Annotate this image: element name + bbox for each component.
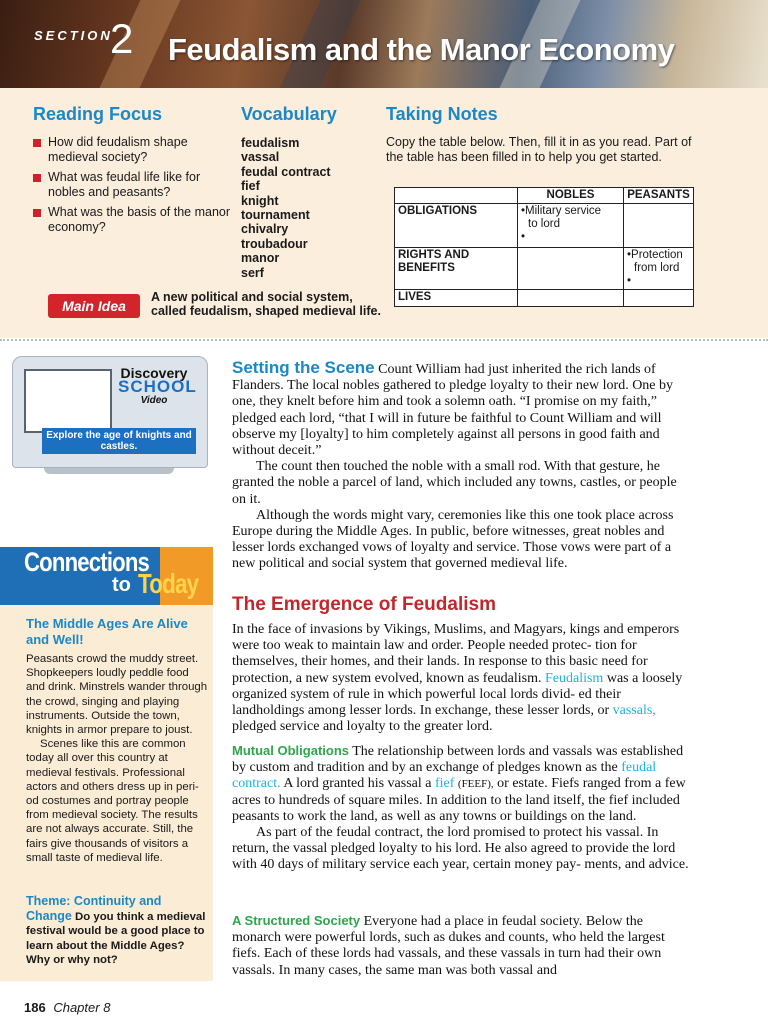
banner-to: to <box>112 574 131 596</box>
table-header-peasants: PEASANTS <box>624 188 694 204</box>
body-text: A lord granted his vassal a <box>283 776 432 792</box>
vocab-term: chivalry <box>241 222 289 237</box>
vocab-term: troubadour <box>241 236 308 251</box>
reading-focus-list <box>33 135 233 240</box>
body-text: The relationship between lords and vassals was established by custom and tradition and by an exchange of pledges known as the <box>232 744 684 776</box>
monitor-stand <box>44 468 174 474</box>
vocab-term: feudalism <box>241 136 300 150</box>
cell-line: from lord <box>634 262 680 274</box>
scene-paragraph: Count William had just inherited the rich lands of Flanders. The local nobles gathered to pledge loyalty to their new lord. One by one, they knelt before him and took a solemn oath. “I promise on my faith,” pledged each lord, “that I will in future be faithful to Count William and will observe my [loyalty] to him completely against all persons in good faith and without deceit.” <box>232 362 674 459</box>
taking-notes-instructions: Copy the table below. Then, fill it in as you read. Part of the table has been filled in to help you get started. <box>386 135 692 164</box>
reading-focus-item: What was the basis of the manor economy? <box>33 205 233 234</box>
table-cell <box>518 204 624 248</box>
reading-focus-item: How did feudalism shape medieval society? <box>33 135 233 164</box>
cell-line: • <box>521 231 526 243</box>
vocab-term: fief <box>241 179 260 194</box>
page-number: 186 <box>24 1000 46 1015</box>
scene-heading: Setting the Scene <box>232 358 375 377</box>
body-text: In the face of invasions by Vikings, Muslims, and Magyars, kings and emperors were too weak to maintain law and order. People needed protec- tion for themselves, their homes, and their lands. In response to this basic need for protection, a new system evolved, known as feudalism. <box>232 622 680 686</box>
reading-focus-heading: Reading Focus <box>33 104 163 124</box>
main-idea-text: A new political and social system, called feudalism, shaped medieval life. <box>151 290 381 318</box>
page-footer <box>24 1000 110 1015</box>
discovery-school-logo <box>118 365 197 408</box>
vocab-link-feudal-contract[interactable]: feudal contract. <box>232 760 657 792</box>
body-text: Everyone had a place in feudal society. Below the monarch were powerful lords, such as dukes and counts, who held the largest fiefs. Each of these lords had vassals, and these vassals in turn had their own vassals. In many cases, the same man was both vassal and <box>232 914 665 978</box>
vocabulary-list <box>241 136 331 280</box>
cell-line: to lord <box>528 218 560 230</box>
chapter-label: Chapter 8 <box>53 1000 111 1015</box>
vocab-term: tournament <box>241 208 310 223</box>
connections-heading: The Middle Ages Are Alive and Well! <box>26 616 188 647</box>
table-header-nobles: NOBLES <box>518 188 624 204</box>
vocab-term: serf <box>241 265 264 280</box>
logo-school: SCHOOL <box>118 377 197 396</box>
video-screen[interactable] <box>24 369 112 433</box>
notes-table <box>394 187 694 307</box>
dotted-divider <box>0 339 768 341</box>
vocab-term: vassal <box>241 150 280 165</box>
row-label-obligations: OBLIGATIONS <box>395 204 518 248</box>
vocab-link-fief[interactable]: fief <box>434 776 455 792</box>
emergence-heading: The Emergence of Feudalism <box>232 594 496 615</box>
taking-notes-heading: Taking Notes <box>386 104 498 124</box>
vocab-term: manor <box>241 251 280 266</box>
body-text: was a loosely organized system of rule in which powerful local lords divid- ed their landholdings among lesser lords. In exchange, these lesser lords, or <box>232 670 683 719</box>
page-title: Feudalism and the Manor Economy <box>168 32 675 67</box>
vocab-link-vassals[interactable]: vassals, <box>612 703 656 719</box>
structured-heading: A Structured Society <box>232 913 361 928</box>
vocab-term: feudal contract <box>241 164 331 179</box>
setting-the-scene <box>232 358 694 573</box>
vocab-term: knight <box>241 193 279 208</box>
body-text: pledged service and loyalty to the greater lord. <box>232 719 493 735</box>
connections-body <box>26 652 208 865</box>
banner-today: Today <box>138 568 199 599</box>
banner-connections: Connections <box>24 547 150 577</box>
row-label-lives: LIVES <box>395 290 518 307</box>
table-cell <box>518 248 624 290</box>
scene-paragraph: The count then touched the noble with a small rod. With that gesture, he granted the noble a parcel of land, which included any towns, castles, or people on it. <box>232 459 677 507</box>
section-label: SECTION <box>34 28 113 43</box>
table-cell <box>624 248 694 290</box>
connections-theme <box>26 894 208 967</box>
cell-line: • <box>627 275 632 287</box>
main-idea-badge: Main Idea <box>48 294 140 318</box>
logo-discovery: Discovery <box>120 365 188 381</box>
row-label-rights: RIGHTS AND BENEFITS <box>395 248 518 290</box>
reading-focus-item: What was feudal life like for nobles and peasants? <box>33 170 233 199</box>
table-row <box>395 290 694 307</box>
table-row <box>395 188 694 204</box>
pronunciation: (FEEF), <box>457 778 494 791</box>
section-number: 2 <box>110 15 134 62</box>
table-row <box>395 204 694 248</box>
theme-label: Theme: Continuity and Change <box>26 894 162 924</box>
body-paragraph: As part of the feudal contract, the lord promised to protect his vassal. In return, the vassal pledged loyalty to his lord. He also agreed to provide the lord with 40 days of military service each year, certain money pay- ments, and advice. <box>232 825 689 873</box>
table-cell <box>624 204 694 248</box>
vocabulary-heading: Vocabulary <box>241 104 337 124</box>
emergence-body <box>232 622 694 735</box>
structured-society <box>232 913 694 979</box>
connections-paragraph: Peasants crowd the muddy street. Shopkeepers loudly peddle food and drink. Minstrels wander through the crowd, singing and playing instruments. Outside the town, knights in armor prepare to joust. <box>26 653 208 737</box>
table-cell <box>395 188 518 204</box>
vocab-link-feudalism[interactable]: Feudalism <box>544 670 604 686</box>
table-cell <box>518 290 624 307</box>
cell-line: •Protection <box>627 249 683 261</box>
theme-question: Do you think a medieval festival would be a good place to learn about the Middle Ages? Why or why not? <box>26 911 206 966</box>
logo-video: Video <box>140 395 168 406</box>
video-caption[interactable]: Explore the age of knights and castles. <box>42 428 196 454</box>
mutual-heading: Mutual Obligations <box>232 743 349 758</box>
table-row <box>395 248 694 290</box>
table-cell <box>624 290 694 307</box>
mutual-obligations <box>232 743 694 874</box>
body-text: or estate. Fiefs ranged from a few acres to hundreds of square miles. In addition to the land itself, the fief included peasants to work the land, as well as any towns or buildings on the land. <box>232 776 686 824</box>
scene-paragraph: Although the words might vary, ceremonies like this one took place across Europe during the Middle Ages. In public, before witnesses, great nobles and lesser lords exchanged vows of loyalty and service. Those vows were part of a new political and social system that governed medieval life. <box>232 507 674 572</box>
cell-line: •Military service <box>521 205 602 217</box>
connections-paragraph: Scenes like this are common today all over this country at medieval festivals. Professional actors and others dress up in peri- od costumes and portray people from medieval society. The results are not always accurate. Still, the fairs give thousands of visitors a small taste of medieval life. <box>26 738 199 864</box>
